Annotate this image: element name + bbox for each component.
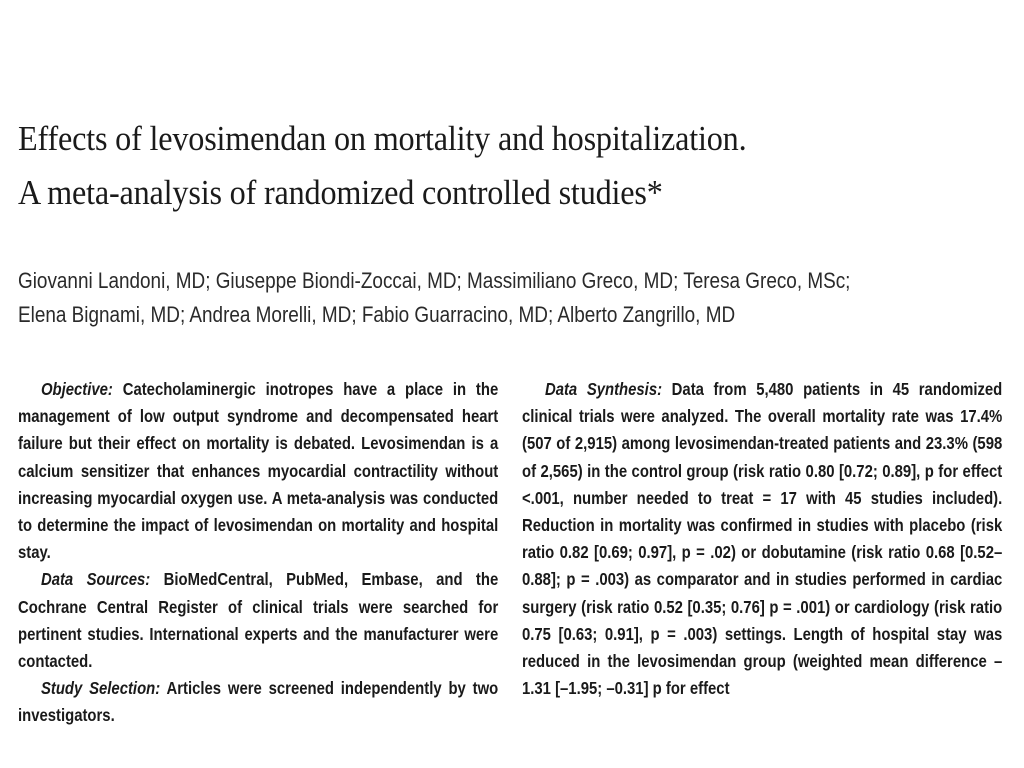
data-sources-label: Data Sources: — [40, 569, 151, 590]
title-line-1: Effects of levosimendan on mortality and hospitalization. — [18, 119, 747, 158]
abstract-column-right — [522, 376, 1003, 699]
data-synthesis-text: Data from 5,480 patients in 45 randomized clinical trials were analyzed. The overall mortality rate was 17.4% (507 of 2,915) among levosimendan-treated patients and 23.3% (598 of 2,565) in the control group (risk ratio 0.80 [0.72; 0.89], p for effect <.001, number needed to treat = 17 with 45 studies included). Reduction in mortality was confirmed in studies with placebo (risk ratio 0.82 [0.69; 0.97], p = .02) or dobutamine (risk ratio 0.68 [0.52–0.88]; p = .003) as comparator and in studies performed in cardiac surgery (risk ratio 0.52 [0.35; 0.76] p = .001) or cardiology (risk ratio 0.75 [0.63; 0.91], p = .003) settings. Length of hospital stay was reduced in the levosimendan group (weighted mean difference –1.31 [–1.95; –0.31] p for effect — [522, 379, 1003, 699]
objective-paragraph — [18, 376, 498, 566]
study-selection-text: Articles were screened independently by two investigators. — [18, 678, 499, 726]
data-synthesis-label: Data Synthesis: — [544, 379, 663, 399]
author-list — [18, 264, 869, 332]
data-sources-paragraph — [18, 566, 498, 675]
objective-label: Objective: — [40, 379, 113, 399]
data-sources-text: BioMedCentral, PubMed, Embase, and the Cochrane Central Register of clinical trials were searched for pertinent studies. International experts and the manufacturer were contacted. — [18, 569, 499, 672]
study-selection-label: Study Selection: — [40, 678, 161, 699]
study-selection-paragraph — [18, 675, 498, 729]
title-line-2: A meta-analysis of randomized controlled studies* — [18, 173, 663, 212]
abstract-column-left — [18, 376, 499, 726]
authors-line-2: Elena Bignami, MD; Andrea Morelli, MD; Fabio Guarracino, MD; Alberto Zangrillo, MD — [18, 302, 736, 327]
paper-title — [18, 112, 929, 220]
objective-text: Catecholaminergic inotropes have a place in the management of low output syndrome and decompensated heart failure but their effect on mortality is debated. Levosimendan is a calcium sensitizer that enhances myocardial contractility without increasing myocardial oxygen use. A meta-analysis was conducted to determine the impact of levosimendan on mortality and hospital stay. — [18, 379, 499, 563]
data-synthesis-paragraph — [522, 376, 1002, 702]
authors-line-1: Giovanni Landoni, MD; Giuseppe Biondi-Zoccai, MD; Massimiliano Greco, MD; Teresa Greco, MSc; — [18, 268, 851, 293]
